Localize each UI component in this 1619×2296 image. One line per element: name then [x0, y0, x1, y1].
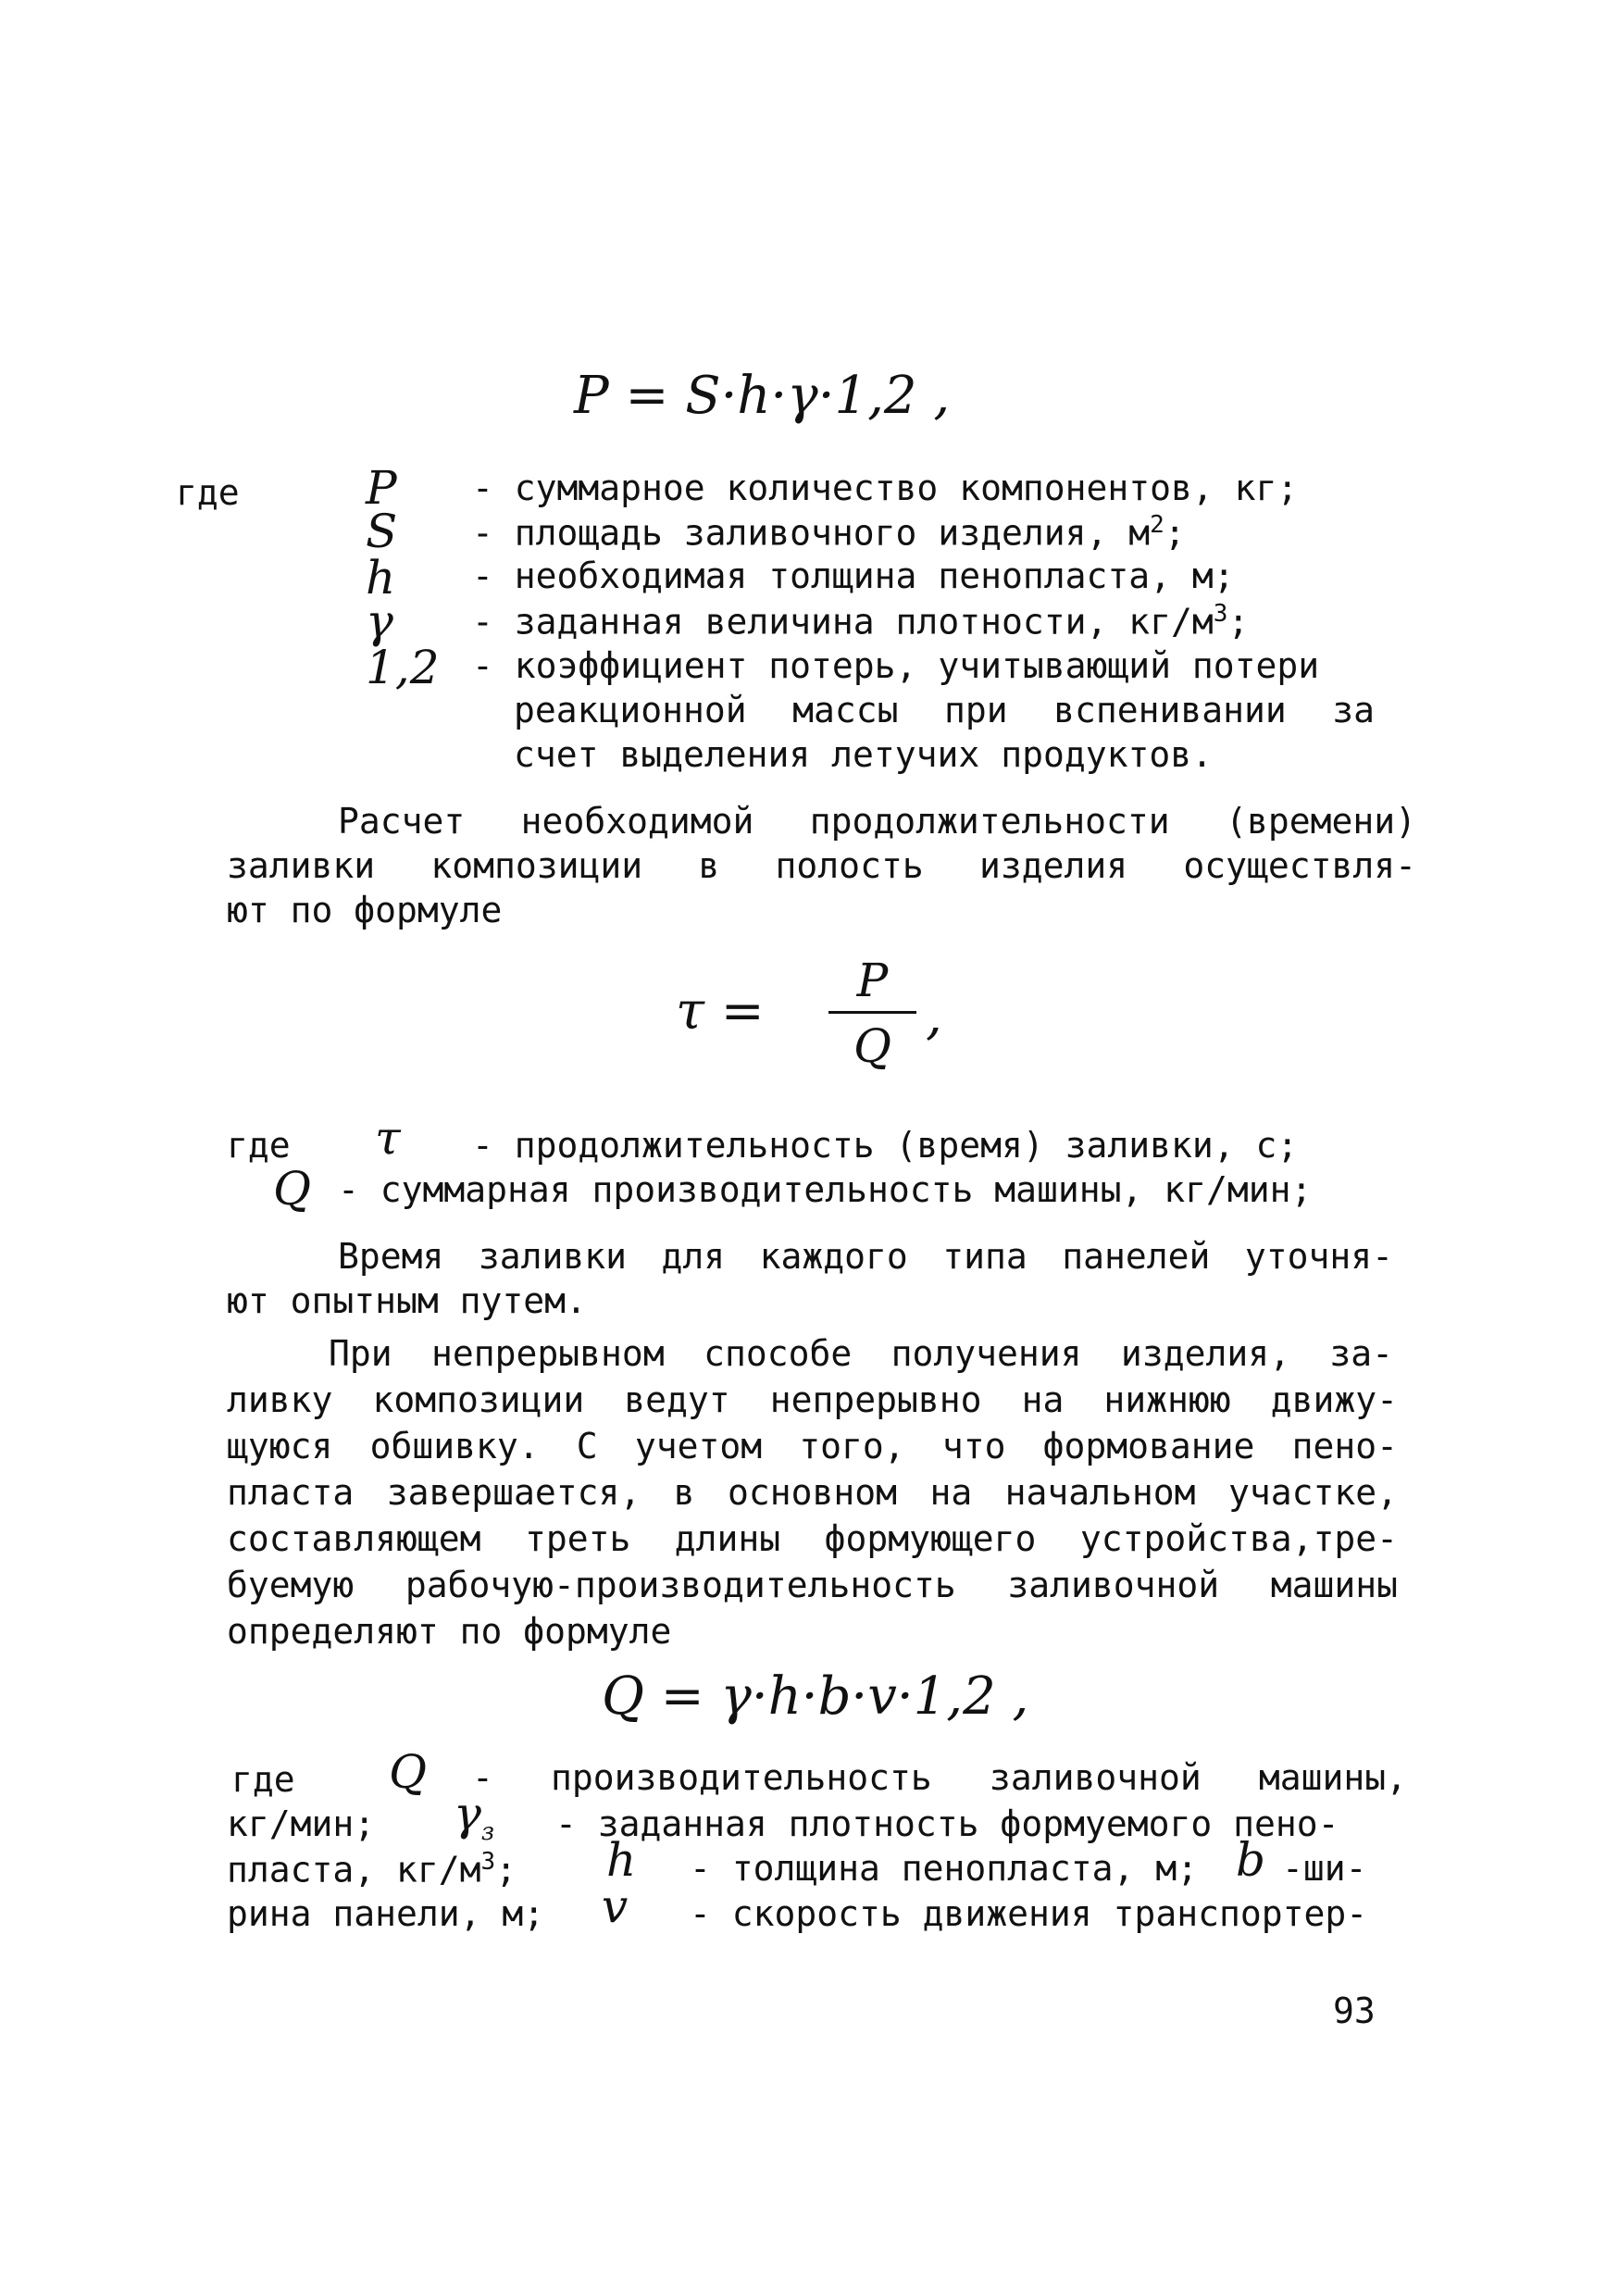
def-symbol: b [1236, 1833, 1266, 1887]
def-text: - необходимая толщина пенопласта, м; [472, 555, 1235, 596]
def-text: - суммарное количество компонентов, кг; [472, 468, 1299, 508]
def-text: -ши- [1282, 1848, 1367, 1889]
def-text: - заданная плотность формуемого пено- [555, 1803, 1339, 1844]
def-text: пласта, $кг/м^3$; [227, 1848, 517, 1890]
formula-mass: P = S·h·γ·1,2 , [574, 366, 951, 426]
fraction-numerator: P [856, 954, 889, 1007]
def-symbol: P [366, 461, 397, 515]
def-symbol: 1,2 [366, 641, 440, 694]
fraction-denominator: Q [853, 1019, 891, 1073]
def-text: - площадь заливочного изделия, $м^2$; [472, 511, 1186, 554]
paragraph-line: ют опытным путем. [227, 1280, 587, 1321]
def-continuation: реакционной массы при вспенивании за [514, 690, 1375, 730]
def-symbol: Q [273, 1162, 311, 1216]
def-text: - толщина пенопласта, м; [690, 1848, 1199, 1889]
paragraph-line: ливку композиции ведут непрерывно на нижнюю движу- [227, 1379, 1398, 1420]
paragraph-line: Расчет необходимой продолжительности (времени) [338, 801, 1416, 842]
paragraph-line: Время заливки для каждого типа панелей уточня- [338, 1236, 1393, 1277]
paragraph-line: ют по формуле [227, 890, 503, 930]
fraction-bar [828, 1011, 916, 1014]
where-label: где [231, 1759, 295, 1800]
formula-time-tail: , [926, 986, 942, 1046]
def-text: - заданная величина плотности, $кг/м^3$; [472, 600, 1250, 643]
paragraph-line: составляющем треть длины формующего устройства,тре- [227, 1518, 1398, 1559]
def-text: - коэффициент потерь, учитывающий потери [472, 645, 1320, 686]
def-text: рина панели, м; [227, 1893, 545, 1934]
def-symbol: h [606, 1833, 637, 1887]
where-label: где [227, 1125, 291, 1166]
def-text: - скорость движения транспортер- [690, 1893, 1368, 1934]
def-symbol: v [602, 1879, 629, 1933]
paragraph-line: щуюся обшивку. С учетом того, что формование пено- [227, 1426, 1398, 1466]
page-number: 93 [1333, 1990, 1376, 2031]
formula-time-fraction [828, 954, 916, 1073]
def-symbol: γ [366, 594, 393, 648]
formula-time-lhs: τ = [676, 981, 765, 1042]
def-text: - продолжительность (время) заливки, с; [472, 1125, 1299, 1166]
paragraph-line: При непрерывном способе получения изделия, за- [329, 1333, 1393, 1374]
formula-productivity: Q = γ·h·b·v·1,2 , [602, 1666, 1029, 1727]
paragraph-line: определяют по формуле [227, 1611, 672, 1652]
paragraph-line: буемую рабочую-производительность заливочной машины [227, 1565, 1398, 1605]
def-symbol: τ [375, 1111, 401, 1165]
def-text: - производительность заливочной машины, [472, 1757, 1407, 1798]
def-continuation: счет выделения летучих продуктов. [514, 734, 1213, 775]
def-text: кг/мин; [227, 1803, 376, 1844]
def-symbol: h [366, 551, 396, 605]
paragraph-line: заливки композиции в полость изделия осуществля- [227, 845, 1416, 886]
def-text: - суммарная производительность машины, кг/мин; [338, 1169, 1313, 1210]
where-label: где [176, 472, 240, 513]
def-symbol: $\gamma_з$ [454, 1787, 495, 1846]
def-symbol: Q [389, 1745, 427, 1799]
paragraph-line: пласта завершается, в основном на начальном участке, [227, 1472, 1398, 1513]
def-symbol: S [366, 505, 398, 558]
